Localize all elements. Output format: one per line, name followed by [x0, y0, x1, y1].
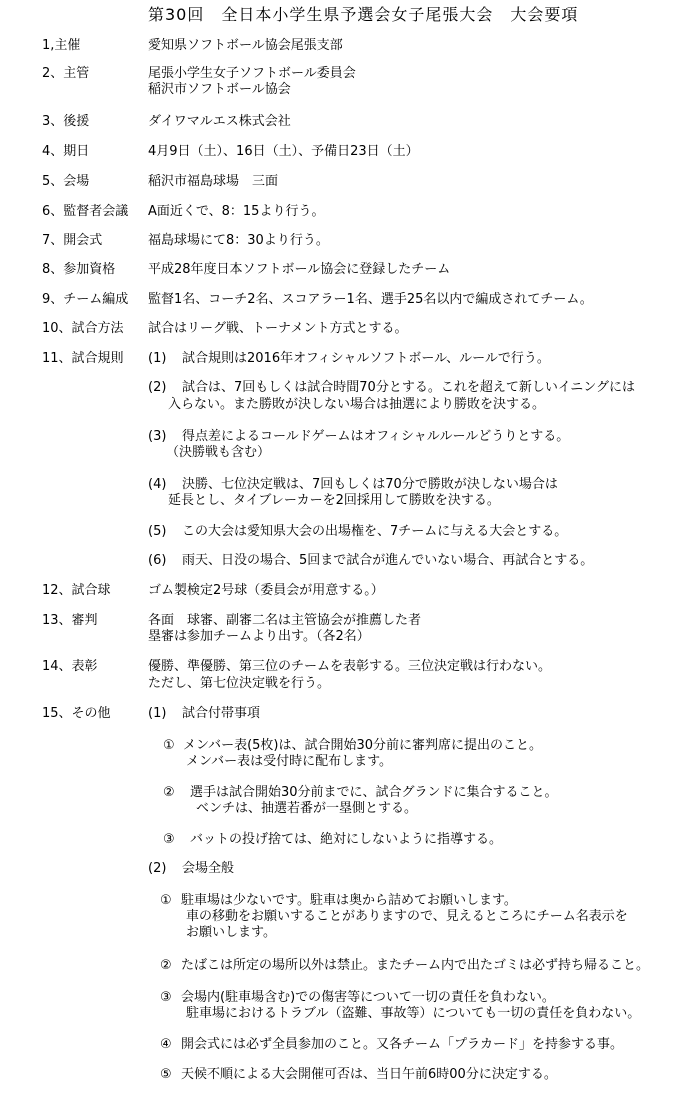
rule-text: 決勝、七位決定戦は、7回もしくは70分で勝敗が決しない場合は	[182, 477, 558, 492]
point-text: お願いします。	[186, 925, 276, 940]
point-text: 駐車場におけるトラブル（盗難、事故等）についても一切の責任を負わない。	[186, 1006, 641, 1021]
rule-text: 得点差によるコールドゲームはオフィシャルルールどうりとする。	[182, 429, 570, 444]
item-value: 平成28年度日本ソフトボール協会に登録したチーム	[148, 262, 451, 277]
point-text: ベンチは、抽選若番が一塁側とする。	[196, 801, 418, 816]
item-value: 尾張小学生女子ソフトボール委員会	[148, 66, 356, 81]
point-marker: ①	[160, 893, 172, 908]
item-label: 13、審判	[42, 613, 98, 628]
point-text: 選手は試合開始30分前までに、試合グランドに集合すること。	[190, 785, 558, 800]
rule-text: 延長とし、タイブレーカーを2回採用して勝敗を決する。	[168, 493, 500, 508]
item-value: A面近くで、8：15より行う。	[148, 204, 325, 219]
item-label: 8、参加資格	[42, 262, 116, 277]
item-label: 12、試合球	[42, 583, 111, 598]
rule-marker: (2)	[148, 380, 167, 395]
point-marker: ④	[160, 1037, 172, 1052]
rule-text: 入らない。また勝敗が決しない場合は抽選により勝敗を決する。	[168, 397, 546, 412]
point-text: 天候不順による大会開催可否は、当日午前6時00分に決定する。	[181, 1067, 557, 1082]
item-value: 福島球場にて8：30より行う。	[148, 233, 329, 248]
item-label: 1,主催	[42, 38, 81, 53]
point-text: バットの投げ捨ては、絶対にしないように指導する。	[190, 832, 503, 847]
item-value: 試合はリーグ戦、トーナメント方式とする。	[148, 321, 408, 336]
rule-marker: (1)	[148, 351, 167, 366]
rule-text: この大会は愛知県大会の出場権を、7チームに与える大会とする。	[182, 524, 568, 539]
item-label: 15、その他	[42, 706, 111, 721]
item-label: 10、試合方法	[42, 321, 124, 336]
item-value: 稲沢市福島球場 三面	[148, 174, 279, 189]
item-value: 愛知県ソフトボール協会尾張支部	[148, 38, 343, 53]
item-label: 11、試合規則	[42, 351, 124, 366]
item-value: 4月9日（土）、16日（土）、予備日23日（土）	[148, 144, 419, 159]
item-label: 6、監督者会議	[42, 204, 129, 219]
rule-marker: (4)	[148, 477, 167, 492]
point-text: メンバー表(5枚)は、試合開始30分前に審判席に提出のこと。	[183, 738, 543, 753]
point-marker: ①	[163, 738, 175, 753]
point-marker: ③	[163, 832, 175, 847]
item-value: ゴム製検定2号球（委員会が用意する。）	[148, 583, 384, 598]
item-value: 監督1名、コーチ2名、スコアラー1名、選手25名以内で編成されてチーム。	[148, 292, 593, 307]
item-value: 各面 球審、副審二名は主管協会が推薦した者	[148, 613, 422, 628]
section-marker: (2)	[148, 861, 167, 876]
rule-marker: (3)	[148, 429, 167, 444]
point-text: 会場内(駐車場含む)での傷害等について一切の責任を負わない。	[181, 990, 555, 1005]
item-value: ただし、第七位決定戦を行う。	[148, 676, 331, 691]
point-text: 駐車場は少ないです。駐車は奥から詰めてお願いします。	[181, 893, 517, 908]
point-marker: ②	[163, 785, 175, 800]
point-marker: ③	[160, 990, 172, 1005]
item-label: 7、開会式	[42, 233, 103, 248]
rule-text: （決勝戦も含む）	[166, 445, 271, 460]
section-heading: 会場全般	[182, 861, 235, 876]
item-label: 9、チーム編成	[42, 292, 129, 307]
item-value: 優勝、準優勝、第三位のチームを表彰する。三位決定戦は行わない。	[148, 659, 552, 674]
item-label: 2、主管	[42, 66, 90, 81]
page-title: 第30回 全日本小学生県予選会女子尾張大会 大会要項	[148, 5, 579, 24]
section-marker: (1)	[148, 706, 167, 721]
rule-text: 雨天、日没の場合、5回まで試合が進んでいない場合、再試合とする。	[182, 553, 594, 568]
point-marker: ②	[160, 958, 172, 973]
rule-text: 試合は、7回もしくは試合時間70分とする。これを超えて新しいイニングには	[182, 380, 636, 395]
point-text: たばこは所定の場所以外は禁止。またチーム内で出たゴミは必ず持ち帰ること。	[181, 958, 650, 973]
item-label: 14、表彰	[42, 659, 98, 674]
rule-marker: (6)	[148, 553, 167, 568]
point-text: 開会式には必ず全員参加のこと。又各チーム「プラカード」を持参する事。	[181, 1037, 624, 1052]
section-heading: 試合付帯事項	[182, 706, 261, 721]
item-value: ダイワマルエス株式会社	[148, 114, 291, 129]
item-value: 稲沢市ソフトボール協会	[148, 82, 291, 97]
item-label: 4、期日	[42, 144, 90, 159]
item-label: 5、会場	[42, 174, 90, 189]
item-label: 3、後援	[42, 114, 90, 129]
rule-marker: (5)	[148, 524, 167, 539]
item-value: 塁審は参加チームより出す。（各2名）	[148, 629, 370, 644]
point-text: 車の移動をお願いすることがありますので、見えるところにチーム名表示を	[186, 909, 628, 924]
point-text: メンバー表は受付時に配布します。	[186, 754, 393, 769]
point-marker: ⑤	[160, 1067, 172, 1082]
rule-text: 試合規則は2016年オフィシャルソフトボール、ルールで行う。	[182, 351, 550, 366]
